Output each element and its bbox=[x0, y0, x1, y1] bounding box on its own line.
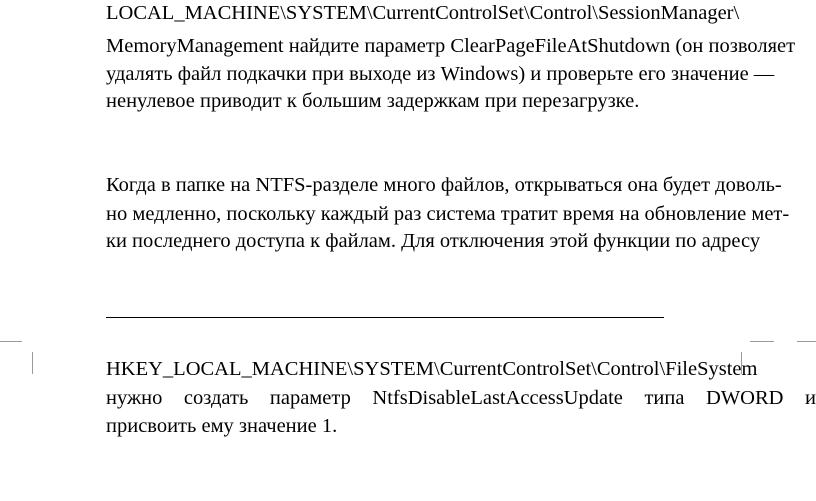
left-margin-tick bbox=[32, 352, 33, 374]
paragraph3-line3: присвоить ему значение 1. bbox=[106, 415, 338, 437]
right-margin-mark bbox=[750, 341, 774, 342]
paragraph3-line1: HKEY_LOCAL_MACHINE\SYSTEM\CurrentControlSet\Control\FileSystem bbox=[106, 358, 758, 380]
left-margin-mark bbox=[0, 341, 22, 342]
paragraph1-line3: удалять файл подкачки при выходе из Windows) и проверьте его значение — bbox=[106, 63, 775, 85]
paragraph2-line1: Когда в папке на NTFS-разделе много файлов, открываться она будет доволь- bbox=[106, 174, 782, 196]
paragraph1-line4: ненулевое приводит к большим задержкам при перезагрузке. bbox=[106, 90, 640, 112]
paragraph1-line2: MemoryManagement найдите параметр ClearPageFileAtShutdown (он позволяет bbox=[106, 35, 796, 57]
paragraph2-line3: ки последнего доступа к файлам. Для отключения этой функции по адресу bbox=[106, 230, 761, 252]
paragraph2-line2: но медленно, поскольку каждый раз система тратит время на обновление мет- bbox=[106, 203, 790, 225]
paragraph1-line1: LOCAL_MACHINE\SYSTEM\CurrentControlSet\Control\SessionManager\ bbox=[106, 2, 740, 24]
paragraph3-line2: нужно создать параметр NtfsDisableLastAccessUpdate типа DWORD и bbox=[106, 387, 816, 409]
right-margin-mark-outer bbox=[797, 341, 816, 342]
fill-in-rule bbox=[106, 317, 664, 318]
